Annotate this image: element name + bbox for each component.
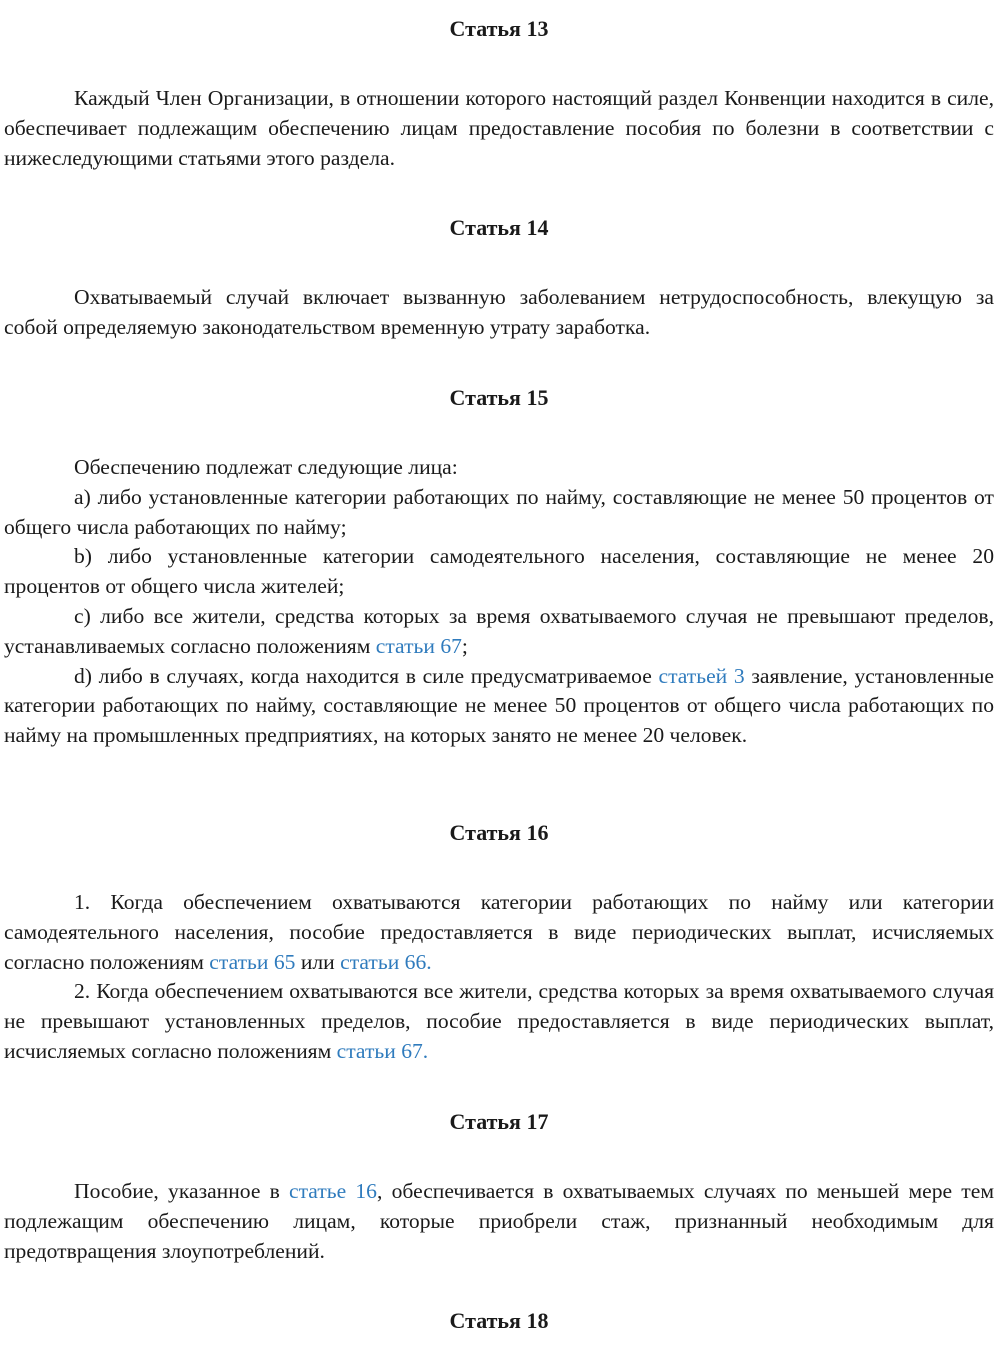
article-15-item-c-text: c) либо все жители, средства которых за время охватываемого случая не превышают пределов, устанавливаемых согласно положениям: [4, 603, 994, 658]
article-13-body: [4, 84, 994, 173]
article-17-text-after: , обеспечивается в охватываемых случаях по меньшей мере тем подлежащим обеспечению лицам, которые приобрели стаж, признанный необходимым для предотвращения злоупотреблений.: [4, 1179, 994, 1263]
article-16-title: Статья 16: [449, 820, 549, 845]
article-17-text-before: Пособие, указанное в: [74, 1179, 290, 1203]
article-13-title: Статья 13: [449, 16, 549, 41]
article-15-item-d-tail: заявление, установленные категории работающих по найму, составляющие не менее 50 процентов от общего числа работающих по найму на промышленных предприятиях, на которых занято не менее 20 человек.: [4, 663, 994, 748]
article-14-title: Статья 14: [449, 215, 549, 240]
article-16-body: [4, 888, 994, 1067]
article-15-title: Статья 15: [449, 385, 549, 410]
article-17-body: [4, 1177, 994, 1266]
article-16-p1-text: 1. Когда обеспечением охватываются категории работающих по найму или категории самодеятельного населения, пособие предоставляется в виде периодических выплат, исчисляемых согласно положениям: [4, 890, 994, 974]
article-16-paragraph-1: [4, 888, 994, 977]
article-15-item-a: a) либо установленные категории работающих по найму, составляющие не менее 50 процентов от общего числа работающих по найму;: [4, 484, 994, 539]
link-article-65[interactable]: статьи 65: [209, 949, 296, 974]
article-14-body: [4, 283, 994, 343]
article-15-item-b: b) либо установленные категории самодеятельного населения, составляющие не менее 20 процентов от общего числа жителей;: [4, 544, 994, 599]
article-14-paragraph: Охватываемый случай включает вызванную заболеванием нетрудоспособность, влекущую за собой определяемую законодательством временную утрату заработка.: [4, 285, 994, 339]
link-article-3[interactable]: статьей 3: [658, 663, 745, 688]
article-18-title: Статья 18: [449, 1308, 549, 1333]
article-15-item-d: [4, 662, 994, 751]
article-15-item-d-text: d) либо в случаях, когда находится в силе предусматриваемое: [74, 663, 659, 688]
link-article-67-b[interactable]: статьи 67.: [336, 1038, 429, 1063]
link-article-66[interactable]: статьи 66.: [340, 949, 432, 974]
article-17-title: Статья 17: [449, 1109, 549, 1134]
article-17-paragraph: [4, 1177, 994, 1266]
link-article-67[interactable]: статьи 67: [375, 633, 462, 658]
article-16-paragraph-2: [4, 977, 994, 1066]
article-15-body: [4, 453, 994, 751]
article-16-p2-text: 2. Когда обеспечением охватываются все жители, средства которых за время охватываемого случая не превышают установленных пределов, пособие предоставляется в виде периодических выплат, исчисляемых согласно положениям: [4, 979, 994, 1063]
link-article-16[interactable]: статье 16: [289, 1179, 377, 1203]
article-15-item-c-tail: ;: [461, 633, 468, 658]
article-16-p1-mid: или: [295, 949, 341, 974]
article-13-paragraph: Каждый Член Организации, в отношении которого настоящий раздел Конвенции находится в силе, обеспечивает подлежащим обеспечению лицам предоставление пособия по болезни в соответствии с нижеследующими статьями этого раздела.: [4, 86, 994, 170]
article-15-item-c: [4, 602, 994, 662]
article-15-intro: Обеспечению подлежат следующие лица:: [74, 455, 458, 479]
